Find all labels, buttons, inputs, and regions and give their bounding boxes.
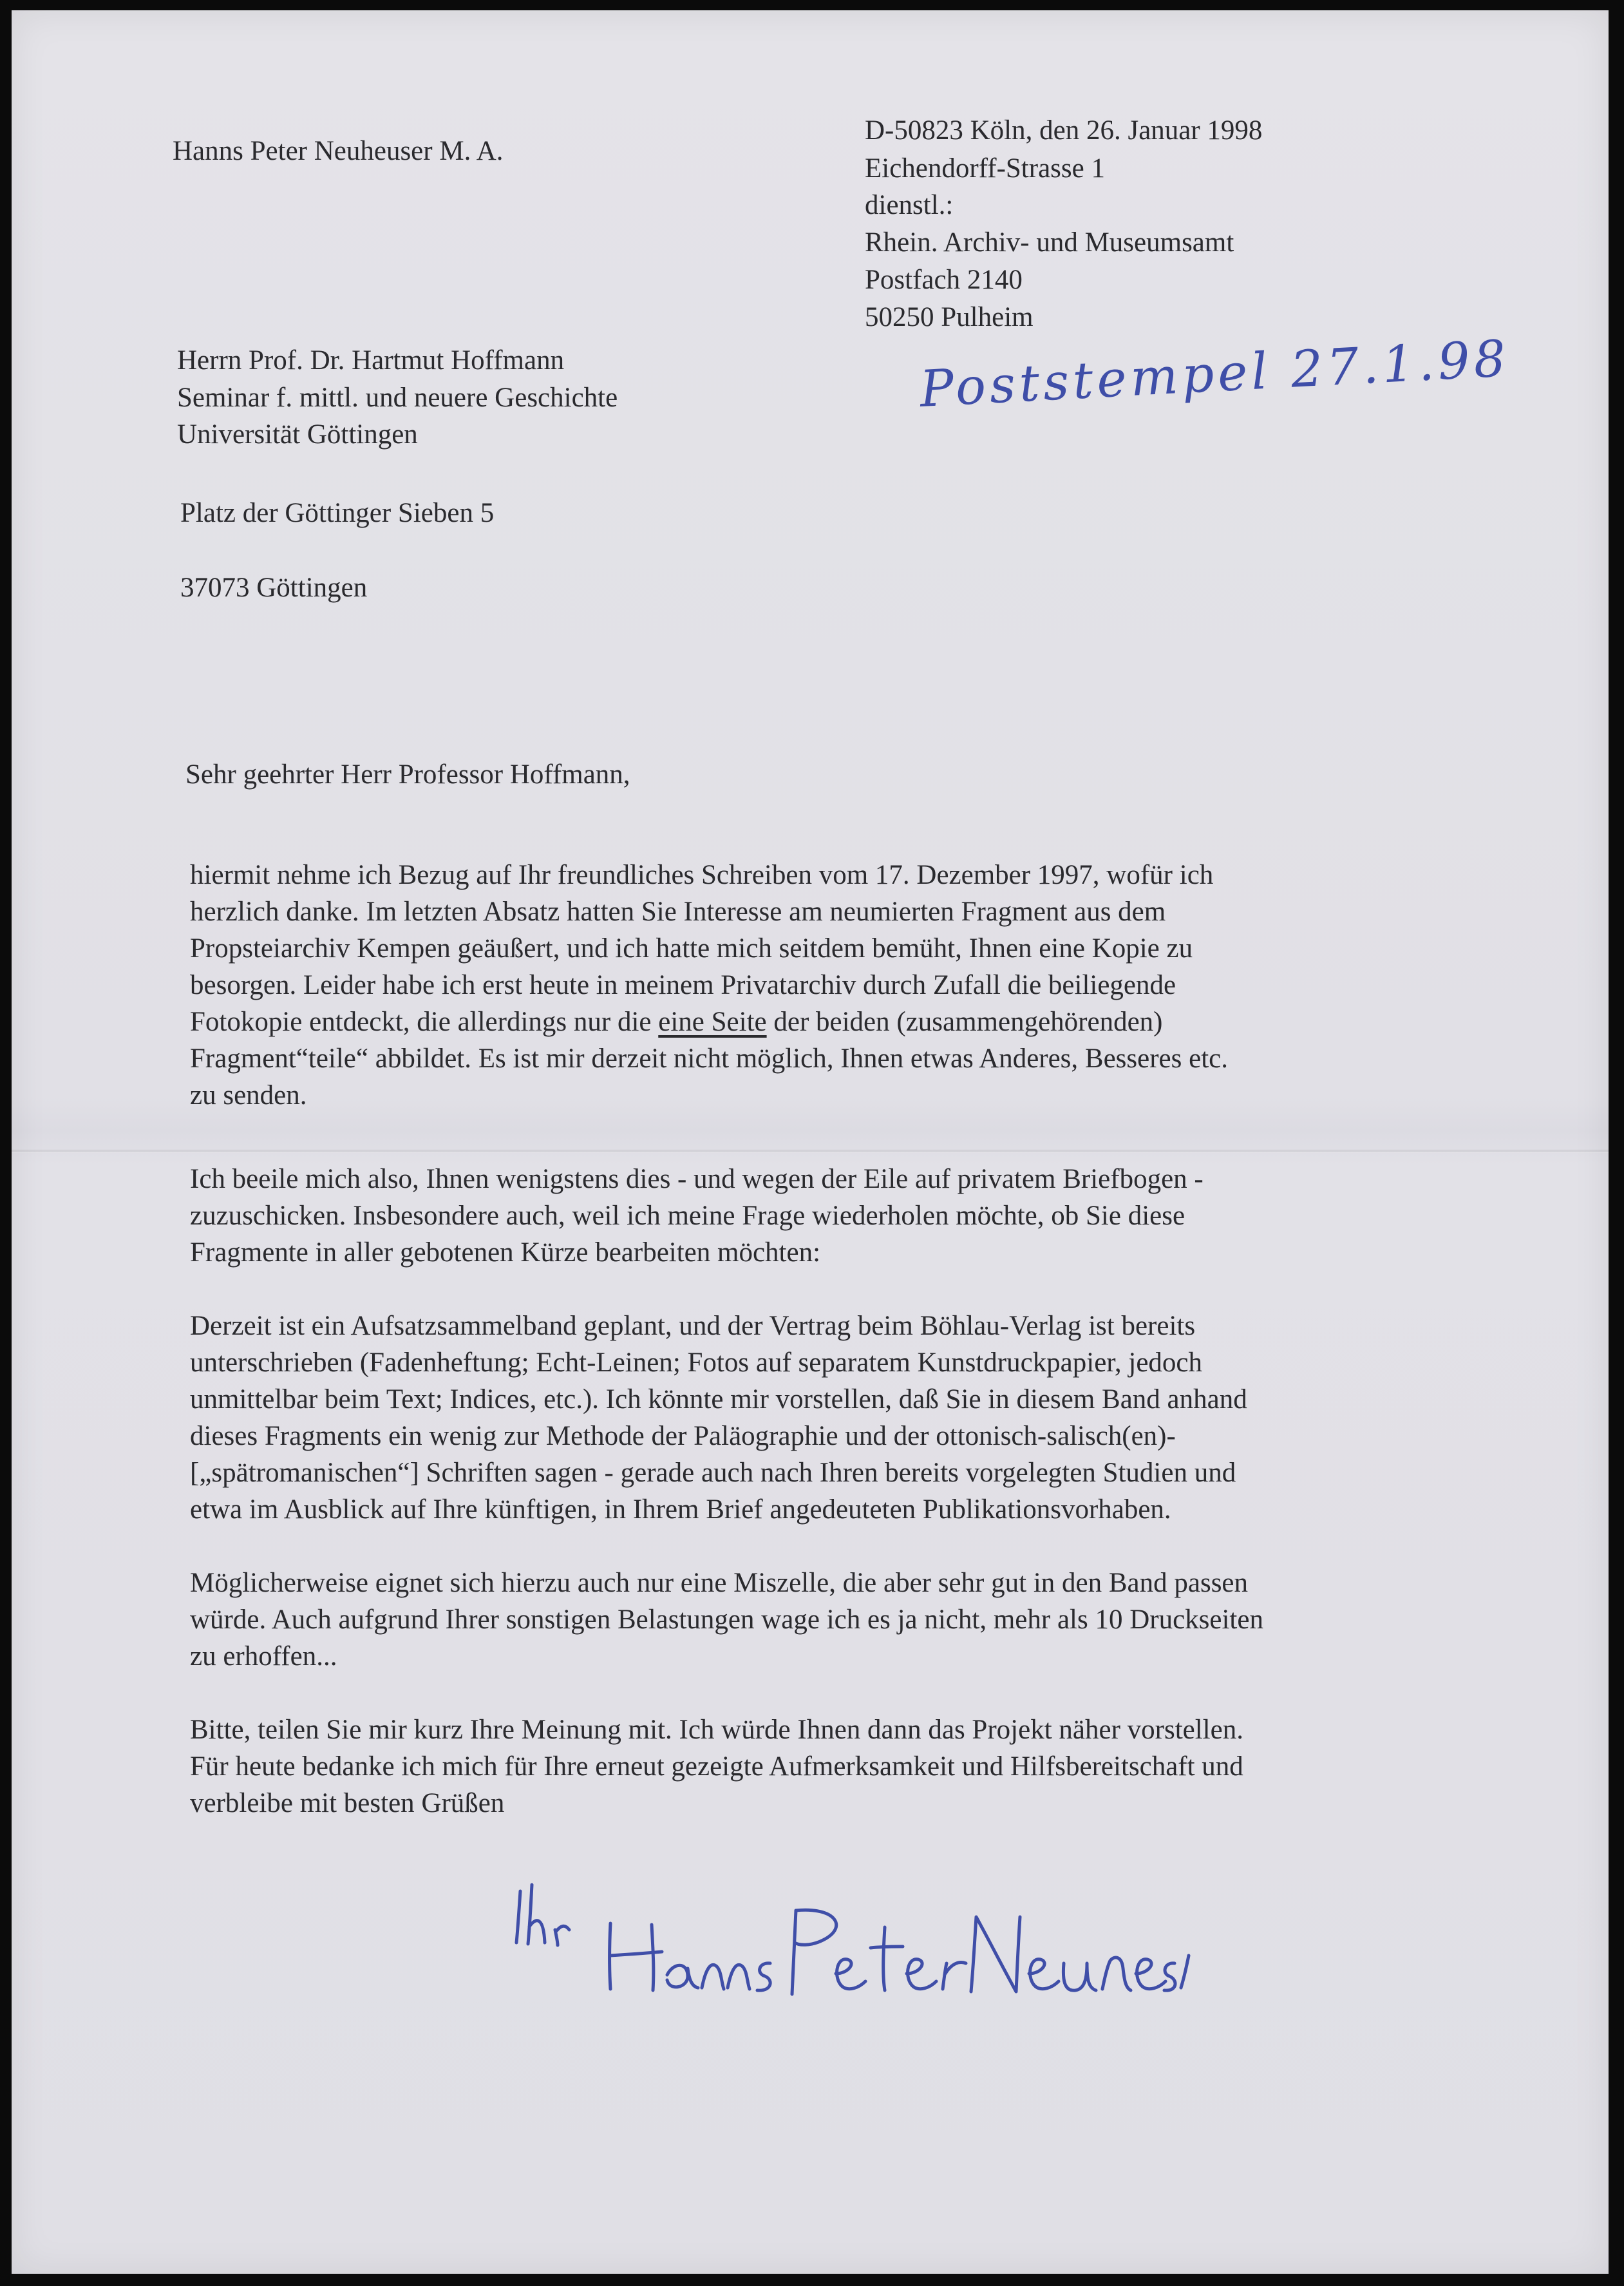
p5-line-1: Bitte, teilen Sie mir kurz Ihre Meinung mit. Ich würde Ihnen dann das Projekt näher vorstellen.	[190, 1715, 1243, 1745]
p3-line-1: Derzeit ist ein Aufsatzsammelband geplant, und der Vertrag beim Böhlau-Verlag ist bereits	[190, 1311, 1196, 1341]
p3-line-4: dieses Fragments ein wenig zur Methode der Paläographie und der ottonisch-salisch(en)-	[190, 1421, 1176, 1451]
paper-fold	[12, 1149, 1609, 1153]
recipient-street: Platz der Göttinger Sieben 5	[180, 498, 495, 528]
sender-street: Eichendorff-Strasse 1	[865, 153, 1105, 184]
p3-line-5: [„spätromanischen“] Schriften sagen - gerade auch nach Ihren bereits vorgelegten Studien und	[190, 1458, 1236, 1488]
p3-line-6: etwa im Ausblick auf Ihre künftigen, in Ihrem Brief angedeuteten Publikationsvorhaben.	[190, 1494, 1171, 1525]
p1-line-4: besorgen. Leider habe ich erst heute in meinem Privatarchiv durch Zufall die beiliegende	[190, 970, 1176, 1000]
p4-line-1: Möglicherweise eignet sich hierzu auch nur eine Miszelle, die aber sehr gut in den Band passen	[190, 1568, 1249, 1598]
p1-line-2: herzlich danke. Im letzten Absatz hatten Sie Interesse am neumierten Fragment aus dem	[190, 897, 1166, 927]
p1-line-1: hiermit nehme ich Bezug auf Ihr freundliches Schreiben vom 17. Dezember 1997, wofür ich	[190, 860, 1214, 890]
p5-line-2: Für heute bedanke ich mich für Ihre erneut gezeigte Aufmerksamkeit und Hilfsbereitschaft und	[190, 1751, 1243, 1782]
underlined-phrase: eine Seite	[658, 1007, 767, 1037]
p1-line-5-text: Fotokopie entdeckt, die allerdings nur die	[190, 1007, 659, 1037]
recipient-city: 37073 Göttingen	[180, 573, 368, 603]
p3-line-2: unterschrieben (Fadenheftung; Echt-Leinen; Fotos auf separatem Kunstdruckpapier, jedoch	[190, 1348, 1203, 1378]
postmark-annotation: Poststempel 27.1.98	[918, 330, 1511, 419]
p1-line-6: Fragment“teile“ abbildet. Es ist mir derzeit nicht möglich, Ihnen etwas Anderes, Besseres etc.	[190, 1043, 1228, 1074]
p4-line-3: zu erhoffen...	[190, 1641, 337, 1672]
p2-line-3: Fragmente in aller gebotenen Kürze bearbeiten möchten:	[190, 1237, 821, 1268]
p1-line-5-rest: der beiden (zusammengehörenden)	[766, 1007, 1163, 1037]
handwritten-signature	[501, 1865, 1196, 2007]
p1-line-7: zu senden.	[190, 1080, 307, 1110]
p1-line-5	[190, 1006, 1162, 1038]
place-date: D-50823 Köln, den 26. Januar 1998	[865, 115, 1263, 146]
p2-line-2: zuzuschicken. Insbesondere auch, weil ich meine Frage wiederholen möchte, ob Sie diese	[190, 1201, 1185, 1231]
p5-line-3: verbleibe mit besten Grüßen	[190, 1788, 505, 1818]
po-city: 50250 Pulheim	[865, 302, 1034, 332]
letter-sheet	[12, 10, 1609, 2274]
recipient-line-2: Seminar f. mittl. und neuere Geschichte	[177, 383, 618, 413]
office-label: dienstl.:	[865, 190, 954, 220]
recipient-line-3: Universität Göttingen	[177, 419, 418, 450]
p2-line-1: Ich beeile mich also, Ihnen wenigstens dies - und wegen der Eile auf privatem Briefbogen -	[190, 1164, 1204, 1194]
po-box: Postfach 2140	[865, 265, 1023, 295]
p3-line-3: unmittelbar beim Text; Indices, etc.). Ich könnte mir vorstellen, daß Sie in diesem Band anhand	[190, 1384, 1247, 1414]
sender-name: Hanns Peter Neuheuser M. A.	[173, 136, 504, 166]
p1-line-3: Propsteiarchiv Kempen geäußert, und ich hatte mich seitdem bemüht, Ihnen eine Kopie zu	[190, 933, 1193, 964]
salutation: Sehr geehrter Herr Professor Hoffmann,	[185, 759, 630, 790]
office-name: Rhein. Archiv- und Museumsamt	[865, 227, 1234, 258]
p4-line-2: würde. Auch aufgrund Ihrer sonstigen Belastungen wage ich es ja nicht, mehr als 10 Druckseiten	[190, 1605, 1263, 1635]
recipient-line-1: Herrn Prof. Dr. Hartmut Hoffmann	[177, 345, 565, 376]
